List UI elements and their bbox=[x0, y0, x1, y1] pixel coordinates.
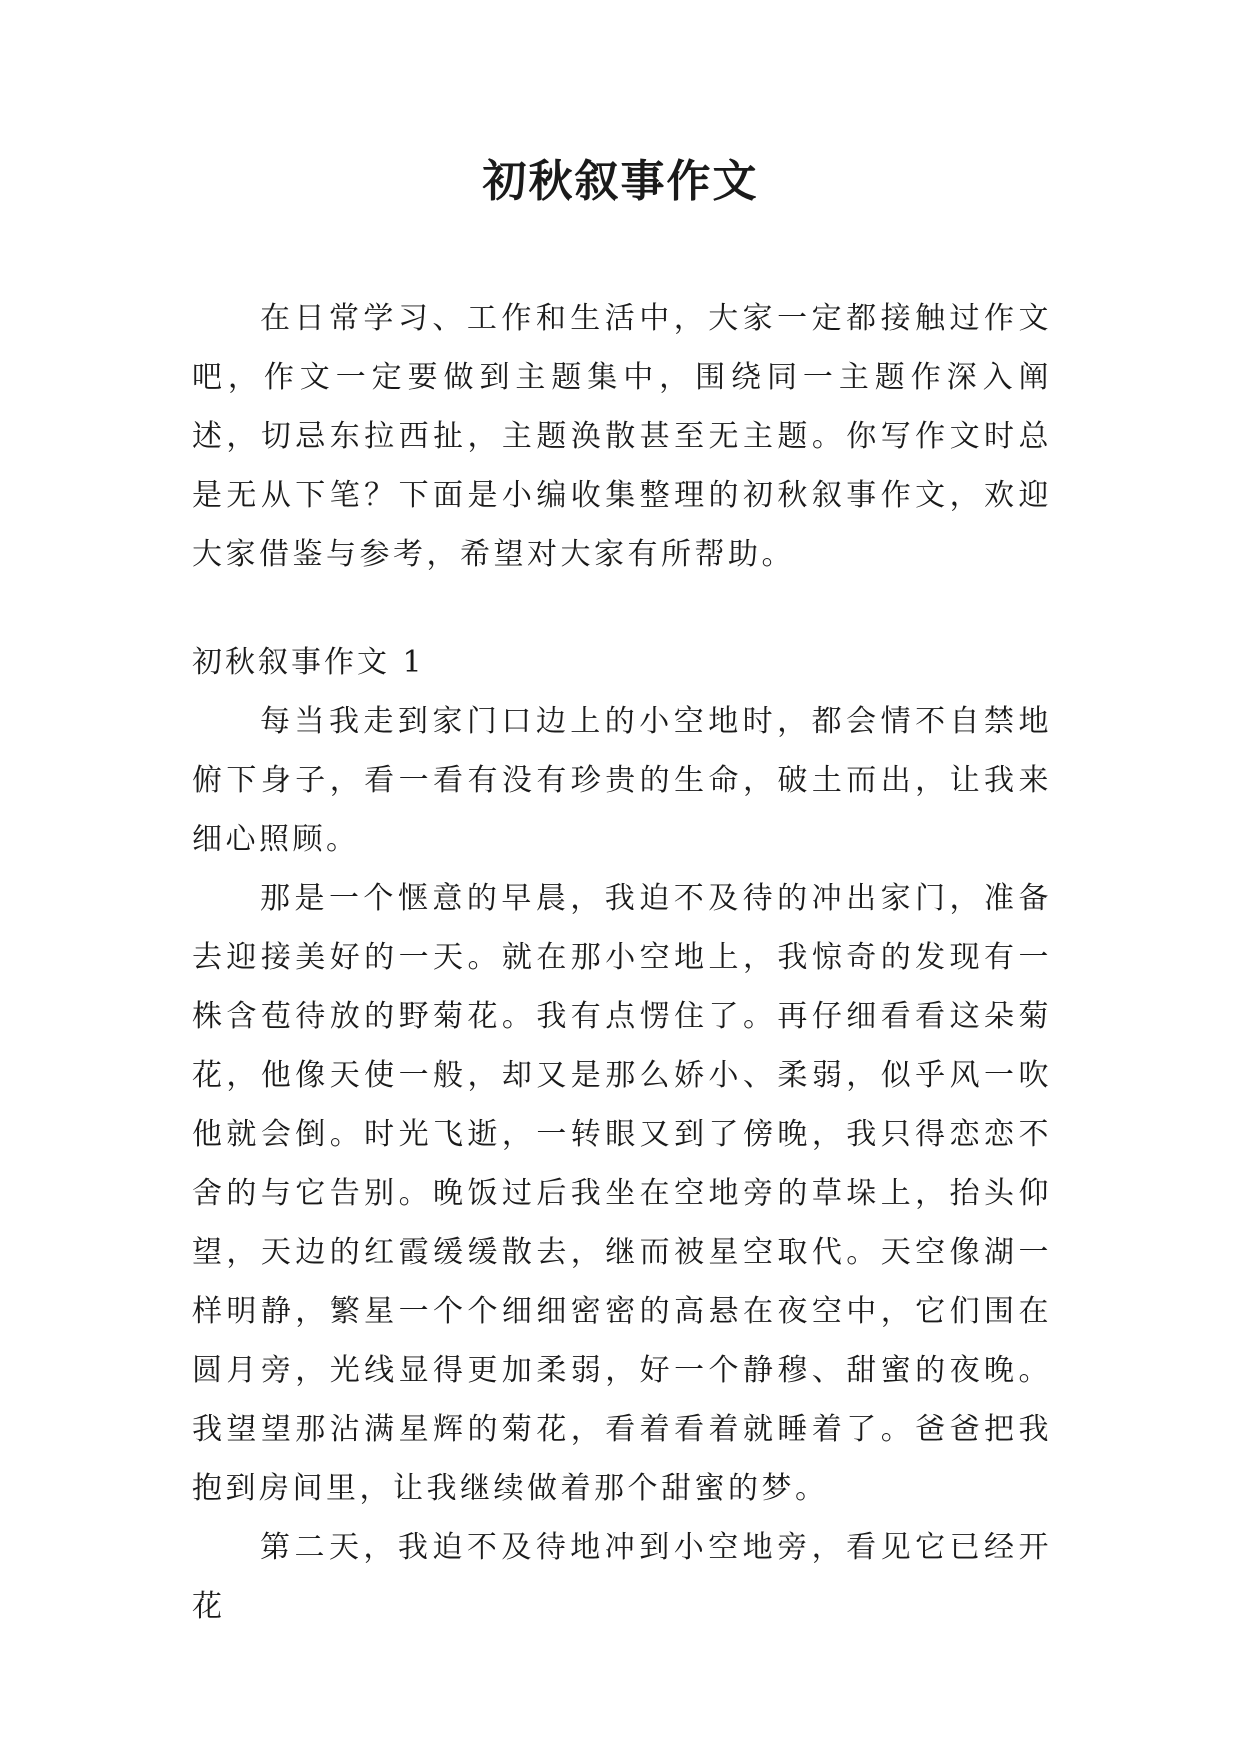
story-paragraph-1: 每当我走到家门口边上的小空地时，都会情不自禁地俯下身子，看一看有没有珍贵的生命，破土而出，让我来细心照顾。 bbox=[192, 704, 1052, 857]
story-block bbox=[192, 692, 1052, 1636]
story-paragraph-2: 那是一个惬意的早晨，我迫不及待的冲出家门，准备去迎接美好的一天。就在那小空地上，我惊奇的发现有一株含苞待放的野菊花。我有点愣住了。再仔细看看这朵菊花，他像天使一般，却又是那么娇小、柔弱，似乎风一吹他就会倒。时光飞逝，一转眼又到了傍晚，我只得恋恋不舍的与它告别。晚饭过后我坐在空地旁的草垛上，抬头仰望，天边的红霞缓缓散去，继而被星空取代。天空像湖一样明静，繁星一个个细细密密的高悬在夜空中，它们围在圆月旁，光线显得更加柔弱，好一个静穆、甜蜜的夜晚。我望望那沾满星辉的菊花，看着看着就睡着了。爸爸把我抱到房间里，让我继续做着那个甜蜜的梦。 bbox=[192, 881, 1052, 1506]
intro-paragraph: 在日常学习、工作和生活中，大家一定都接触过作文吧，作文一定要做到主题集中，围绕同一主题作深入阐述，切忌东拉西扯，主题涣散甚至无主题。你写作文时总是无从下笔？下面是小编收集整理的初秋叙事作文，欢迎大家借鉴与参考，希望对大家有所帮助。 bbox=[192, 301, 1052, 572]
story-paragraph-3: 第二天，我迫不及待地冲到小空地旁，看见它已经开花 bbox=[192, 1530, 1052, 1624]
section-heading: 初秋叙事作文 1 bbox=[192, 645, 425, 680]
document-title: 初秋叙事作文 bbox=[482, 156, 759, 207]
intro-block bbox=[192, 289, 1052, 584]
